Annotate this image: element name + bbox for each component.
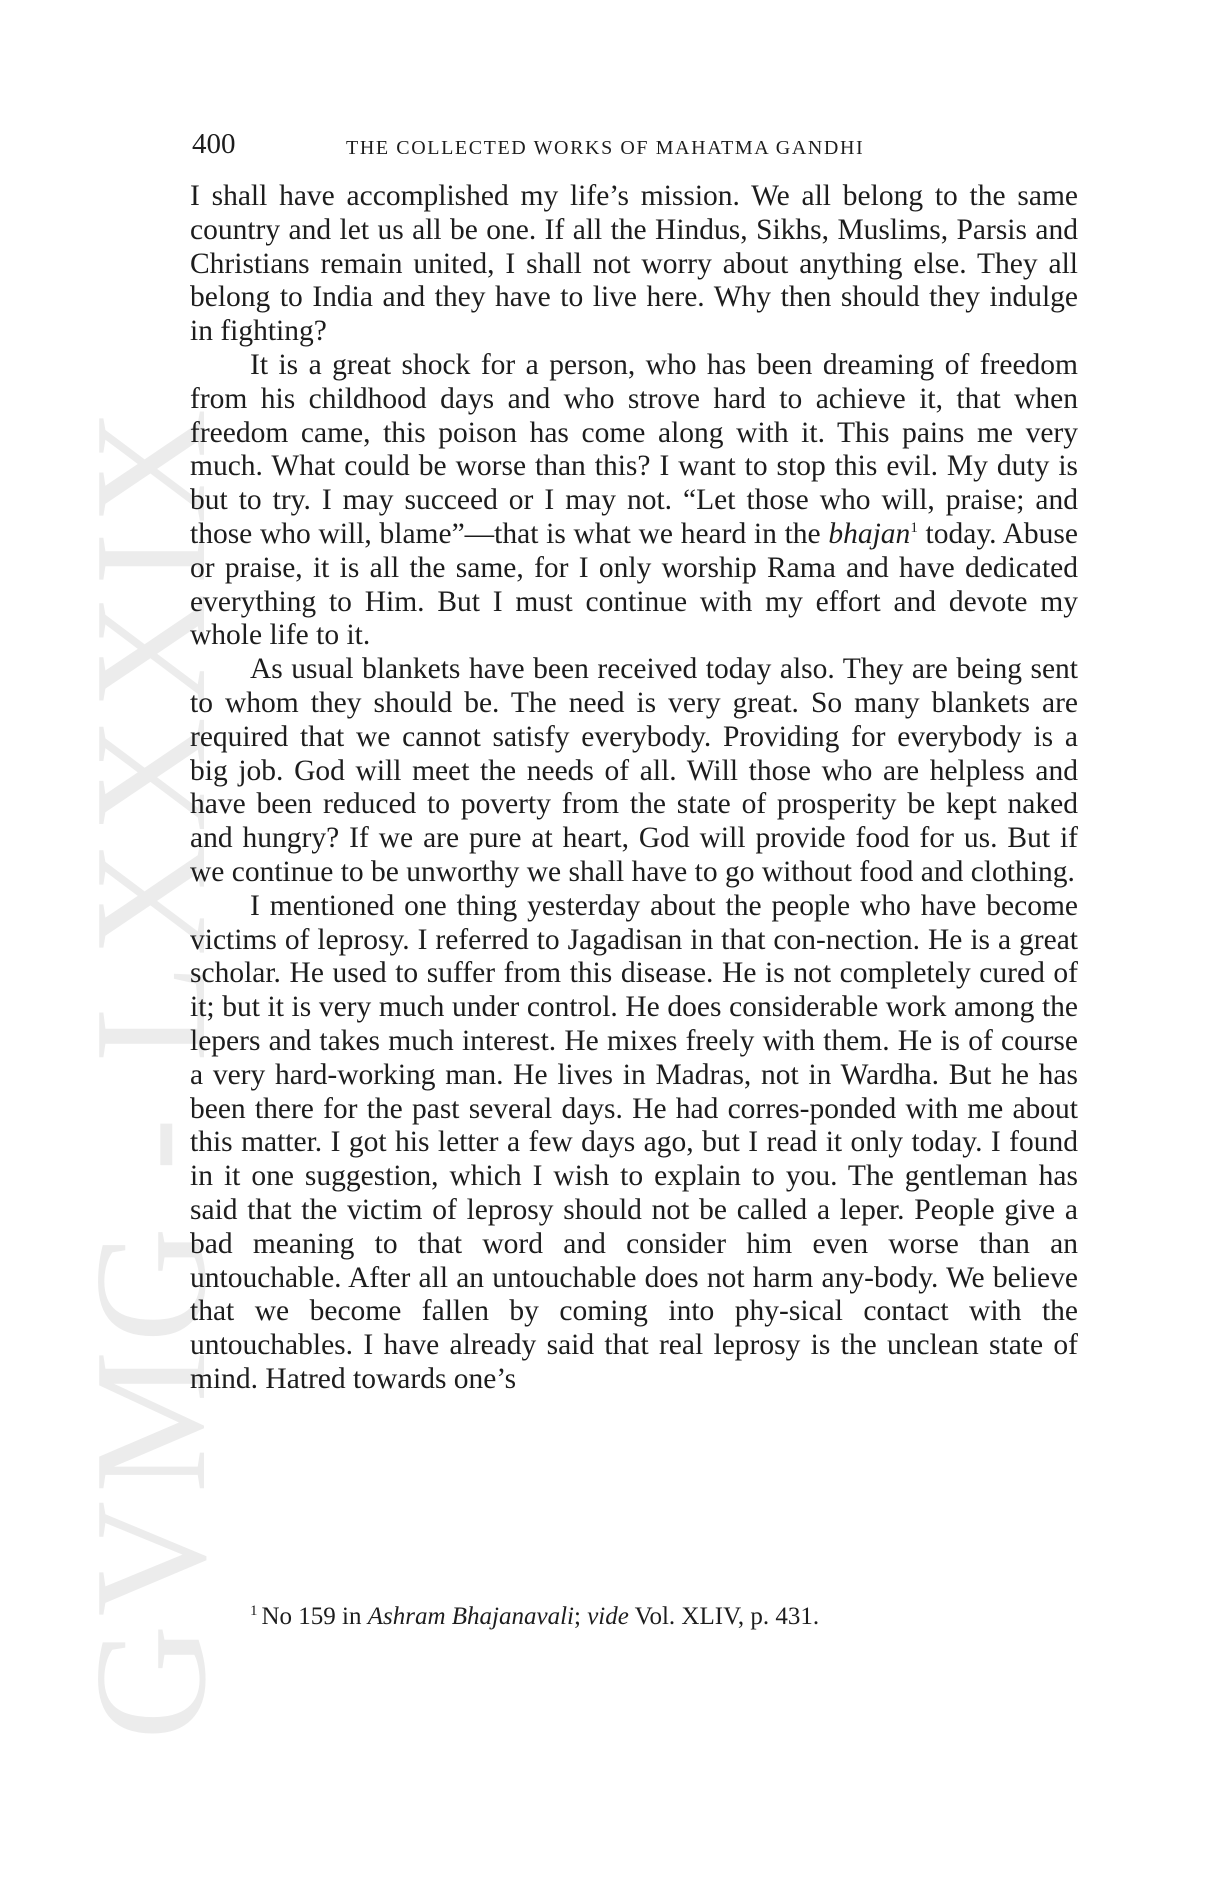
text-run: No 159 in <box>261 1603 368 1630</box>
body-text <box>190 180 1078 1397</box>
text-run: I shall have accomplished my life’s mission. We all belong to the same country and let us all be one. If all the Hindus, Sikhs, Muslims, Parsis and Christians remain united, I shall not worry about anything else. They all belong to India and they have to live here. Why then should they indulge in fighting? <box>190 180 1078 348</box>
footnotes <box>250 1602 1050 1632</box>
paragraph <box>190 349 1078 653</box>
footnote-reference: 1 <box>910 520 918 537</box>
italic-text: Ashram Bhajanavali <box>367 1603 574 1630</box>
text-run: today. Abuse or praise, it is all the same, for I only worship Rama and have dedicated everything to Him. But I must continue with my effort and devote my whole life to it. <box>190 517 1078 652</box>
text-run: ; <box>574 1603 588 1630</box>
watermark: GVMG - LXXXIX <box>61 400 239 1740</box>
italic-text: bhajan <box>828 517 911 550</box>
text-run: As usual blankets have been received today also. They are being sent to whom they should be. The need is very great. So many blankets are required that we cannot satisfy everybody. Providing for everybody is a big job. God will meet the needs of all. Will those who are helpless and have been reduced to poverty from the state of prosperity be kept naked and hungry? If we are pure at heart, God will provide food for us. But if we continue to be unworthy we shall have to go without food and clothing. <box>190 653 1078 888</box>
paragraph <box>190 890 1078 1397</box>
text-run: I mentioned one thing yesterday about the people who have become victims of leprosy. I referred to Jagadisan in that con-nection. He is a great scholar. He used to suffer from this disease. He is not completely cured of it; but it is very much under control. He does considerable work among the lepers and takes much interest. He mixes freely with them. He is of course a very hard-working man. He lives in Madras, not in Wardha. But he has been there for the past several days. He had corres-ponded with me about this matter. I got his letter a few days ago, but I read it only today. I found in it one suggestion, which I wish to explain to you. The gentleman has said that the victim of leprosy should not be called a leper. People give a bad meaning to that word and consider him even worse than an untouchable. After all an untouchable does not harm any-body. We believe that we become fallen by coming into phy-sical contact with the untouchables. I have already said that real leprosy is the unclean state of mind. Hatred towards one’s <box>190 889 1078 1395</box>
italic-text: vide <box>587 1603 629 1630</box>
text-run: It is a great shock for a person, who has been dreaming of freedom from his childhood days and who strove hard to achieve it, that when freedom came, this poison has come along with it. This pains me very much. What could be worse than this? I want to stop this evil. My duty is but to try. I may succeed or I may not. “Let those who will, praise; and those who will, blame”—that is what we heard in the <box>190 348 1078 550</box>
page-header <box>192 130 1080 170</box>
paragraph <box>190 653 1078 890</box>
footnote-mark: 1 <box>250 1602 258 1619</box>
running-title: THE COLLECTED WORKS OF MAHATMA GANDHI <box>346 137 865 159</box>
paragraph <box>190 180 1078 349</box>
page-number: 400 <box>192 128 236 160</box>
text-run: Vol. XLIV, p. 431. <box>628 1603 820 1630</box>
footnote <box>250 1602 1050 1632</box>
